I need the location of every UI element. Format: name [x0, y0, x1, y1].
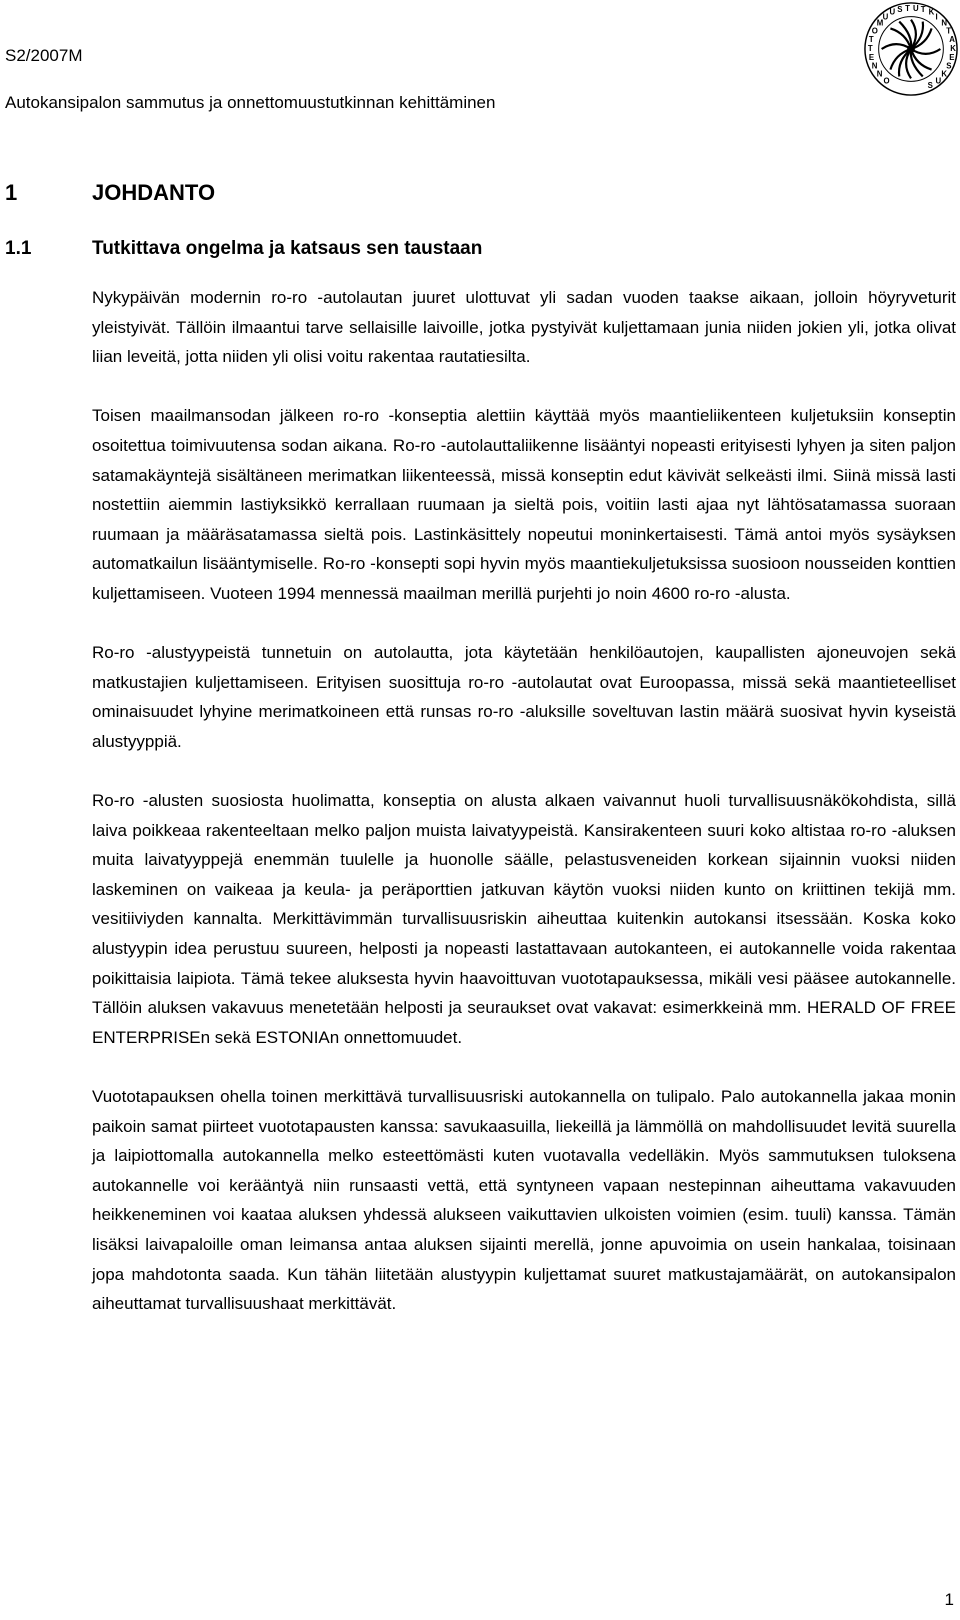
- subsection-title: Tutkittava ongelma ja katsaus sen taustaan: [92, 238, 483, 259]
- paragraph: Toisen maailmansodan jälkeen ro-ro -konseptia alettiin käyttää myös maantieliikenteen kuljetuksiin konseptin osoitettua toimivuutensa sodan aikana. Ro-ro -autolauttaliikenne lisääntyi nopeasti erityisesti lyhyen ja siten paljon satamakäyntejä sisältäneen merimatkan liikenteessä, missä konseptin edut kävivät selkeästi ilmi. Siinä missä lasti nostettiin aiemmin lastiyksikkö kerrallaan ruumaan ja sieltä pois, voitiin lasti ajaa nyt lähtösatamassa suoraan ruumaan ja määräsatamassa sieltä pois. Lastinkäsittely nopeutui moninkertaisesti. Tämä antoi myös sysäyksen automatkailun lisääntymiselle. Ro-ro -konsepti sopi hyvin myös maantiekuljetuksissa suosioon nousseiden konttien kuljettamiseen. Vuoteen 1994 mennessä maailman merillä purjehti jo noin 4600 ro-ro -alusta.: [92, 406, 956, 603]
- svg-text:S: S: [946, 61, 952, 71]
- svg-text:N: N: [941, 18, 948, 28]
- paragraph: Ro-ro -alusten suosiosta huolimatta, konseptia on alusta alkaen vaivannut huoli turvallisuusnäkökohdista, sillä laiva poikkeaa rakenteeltaan melko paljon muista laivatyypeistä. Kansirakenteen suuri koko altistaa ro-ro -aluksen muita laivatyyppejä enemmän tuulelle ja huonolle säälle, pelastusveneiden korkean sijainnin vuoksi niiden laskeminen on vaikeaa ja keula- ja peräporttien jatkuvan käytön vuoksi niiden kunto on kriittinen tekijä mm. vesitiiviyden kannalta. Merkittävimmän turvallisuusriskin aiheuttaa kuitenkin autokansi itsessään. Koska koko alustyypin idea perustuu suureen, helposti ja nopeasti lastattavaan autokanteen, ei autokannelle voida rakentaa poikittaisia laipiota. Tämä tekee aluksesta hyvin haavoittuvan vuototapauksessa, mikäli vesi pääsee autokannelle. Tällöin aluksen vakavuus menetetään helposti ja seuraukset ovat vakavat: esimerkkeinä mm. HERALD OF FREE ENTERPRISEn sekä ESTONIAn onnettomuudet.: [92, 791, 956, 1047]
- subsection-heading: [5, 238, 482, 260]
- svg-text:U: U: [889, 7, 896, 17]
- svg-text:T: T: [946, 26, 952, 36]
- document-title: Autokansipalon sammutus ja onnettomuustutkinnan kehittäminen: [5, 93, 496, 112]
- section-title: JOHDANTO: [92, 180, 216, 205]
- document-code: S2/2007M: [5, 46, 83, 65]
- svg-text:A: A: [949, 35, 955, 45]
- svg-text:I: I: [935, 12, 938, 22]
- svg-text:T: T: [867, 43, 873, 53]
- section-number: 1: [5, 180, 18, 205]
- svg-text:N: N: [871, 61, 878, 71]
- svg-text:K: K: [941, 69, 948, 79]
- investigation-centre-seal-logo: [862, 0, 960, 98]
- svg-text:S: S: [897, 4, 903, 14]
- svg-text:N: N: [876, 69, 883, 79]
- paragraph: Vuototapauksen ohella toinen merkittävä turvallisuusriski autokannella on tulipalo. Palo autokannella jakaa monin paikoin samat piirteet vuototapausten kanssa: savukaasuilla, liekeillä ja lämmöllä on mahdollisuudet levitä suurella ja laipiottomalla autokannella melko esteettömästi kuten vuotavalla vedelläkin. Myös sammutuksen tuloksena autokannelle voi kerääntyä niin runsaasti vettä, että syntyneen vapaan nestepinnan aiheuttama vakavuuden heikkeneminen voi kaataa aluksen yhdessä alukseen vaikuttavien ulkoisten voimien (esim. tuuli) kanssa. Tämän lisäksi laivapaloille oman leimansa antaa aluksen sijainti merellä, jonne apuvoimia on usein hankalaa, toisinaan jopa mahdotonta saada. Kun tähän liitetään alustyypin kuljettamat suuret matkustajamäärät, on autokansipalon aiheuttamat turvallisuushaat merkittävät.: [92, 1087, 956, 1314]
- svg-text:S: S: [927, 81, 933, 91]
- svg-text:U: U: [882, 12, 889, 22]
- svg-text:U: U: [935, 76, 942, 86]
- svg-text:T: T: [920, 4, 926, 14]
- body-text: [92, 283, 956, 1348]
- svg-text:T: T: [905, 3, 910, 13]
- svg-text:U: U: [912, 3, 919, 13]
- paragraph: Ro-ro -alustyypeistä tunnetuin on autolautta, jota käytetään henkilöautojen, kaupallisten ajoneuvojen sekä matkustajien kuljettamiseen. Erityisen suosittuja ro-ro -autolautat ovat Euroopassa, missä sekä maantieteelliset ominaisuudet lyhyine merimatkoineen että runsas ro-ro -aluksille soveltuvan lastin määrä suosivat hyvin kyseistä alustyyppiä.: [92, 643, 956, 751]
- svg-text:T: T: [868, 35, 874, 45]
- section-heading: [5, 180, 215, 206]
- svg-text:K: K: [950, 43, 956, 53]
- svg-text:E: E: [949, 52, 955, 62]
- svg-text:M: M: [876, 18, 884, 28]
- svg-text:O: O: [883, 76, 890, 86]
- page-number: 1: [944, 1590, 954, 1609]
- paragraph: Nykypäivän modernin ro-ro -autolautan juuret ulottuvat yli sadan vuoden taakse aikaan, jolloin höyryveturit yleistyivät. Tällöin ilmaantui tarve sellaisille laivoille, jotka pystyivät kuljettamaan junia niiden jokien yli, jotka olivat liian leveitä, jotta niiden yli olisi voitu rakentaa rautatiesilta.: [92, 288, 956, 367]
- svg-text:E: E: [868, 52, 875, 62]
- svg-text:O: O: [871, 26, 878, 36]
- subsection-number: 1.1: [5, 238, 32, 259]
- svg-text:K: K: [928, 7, 935, 17]
